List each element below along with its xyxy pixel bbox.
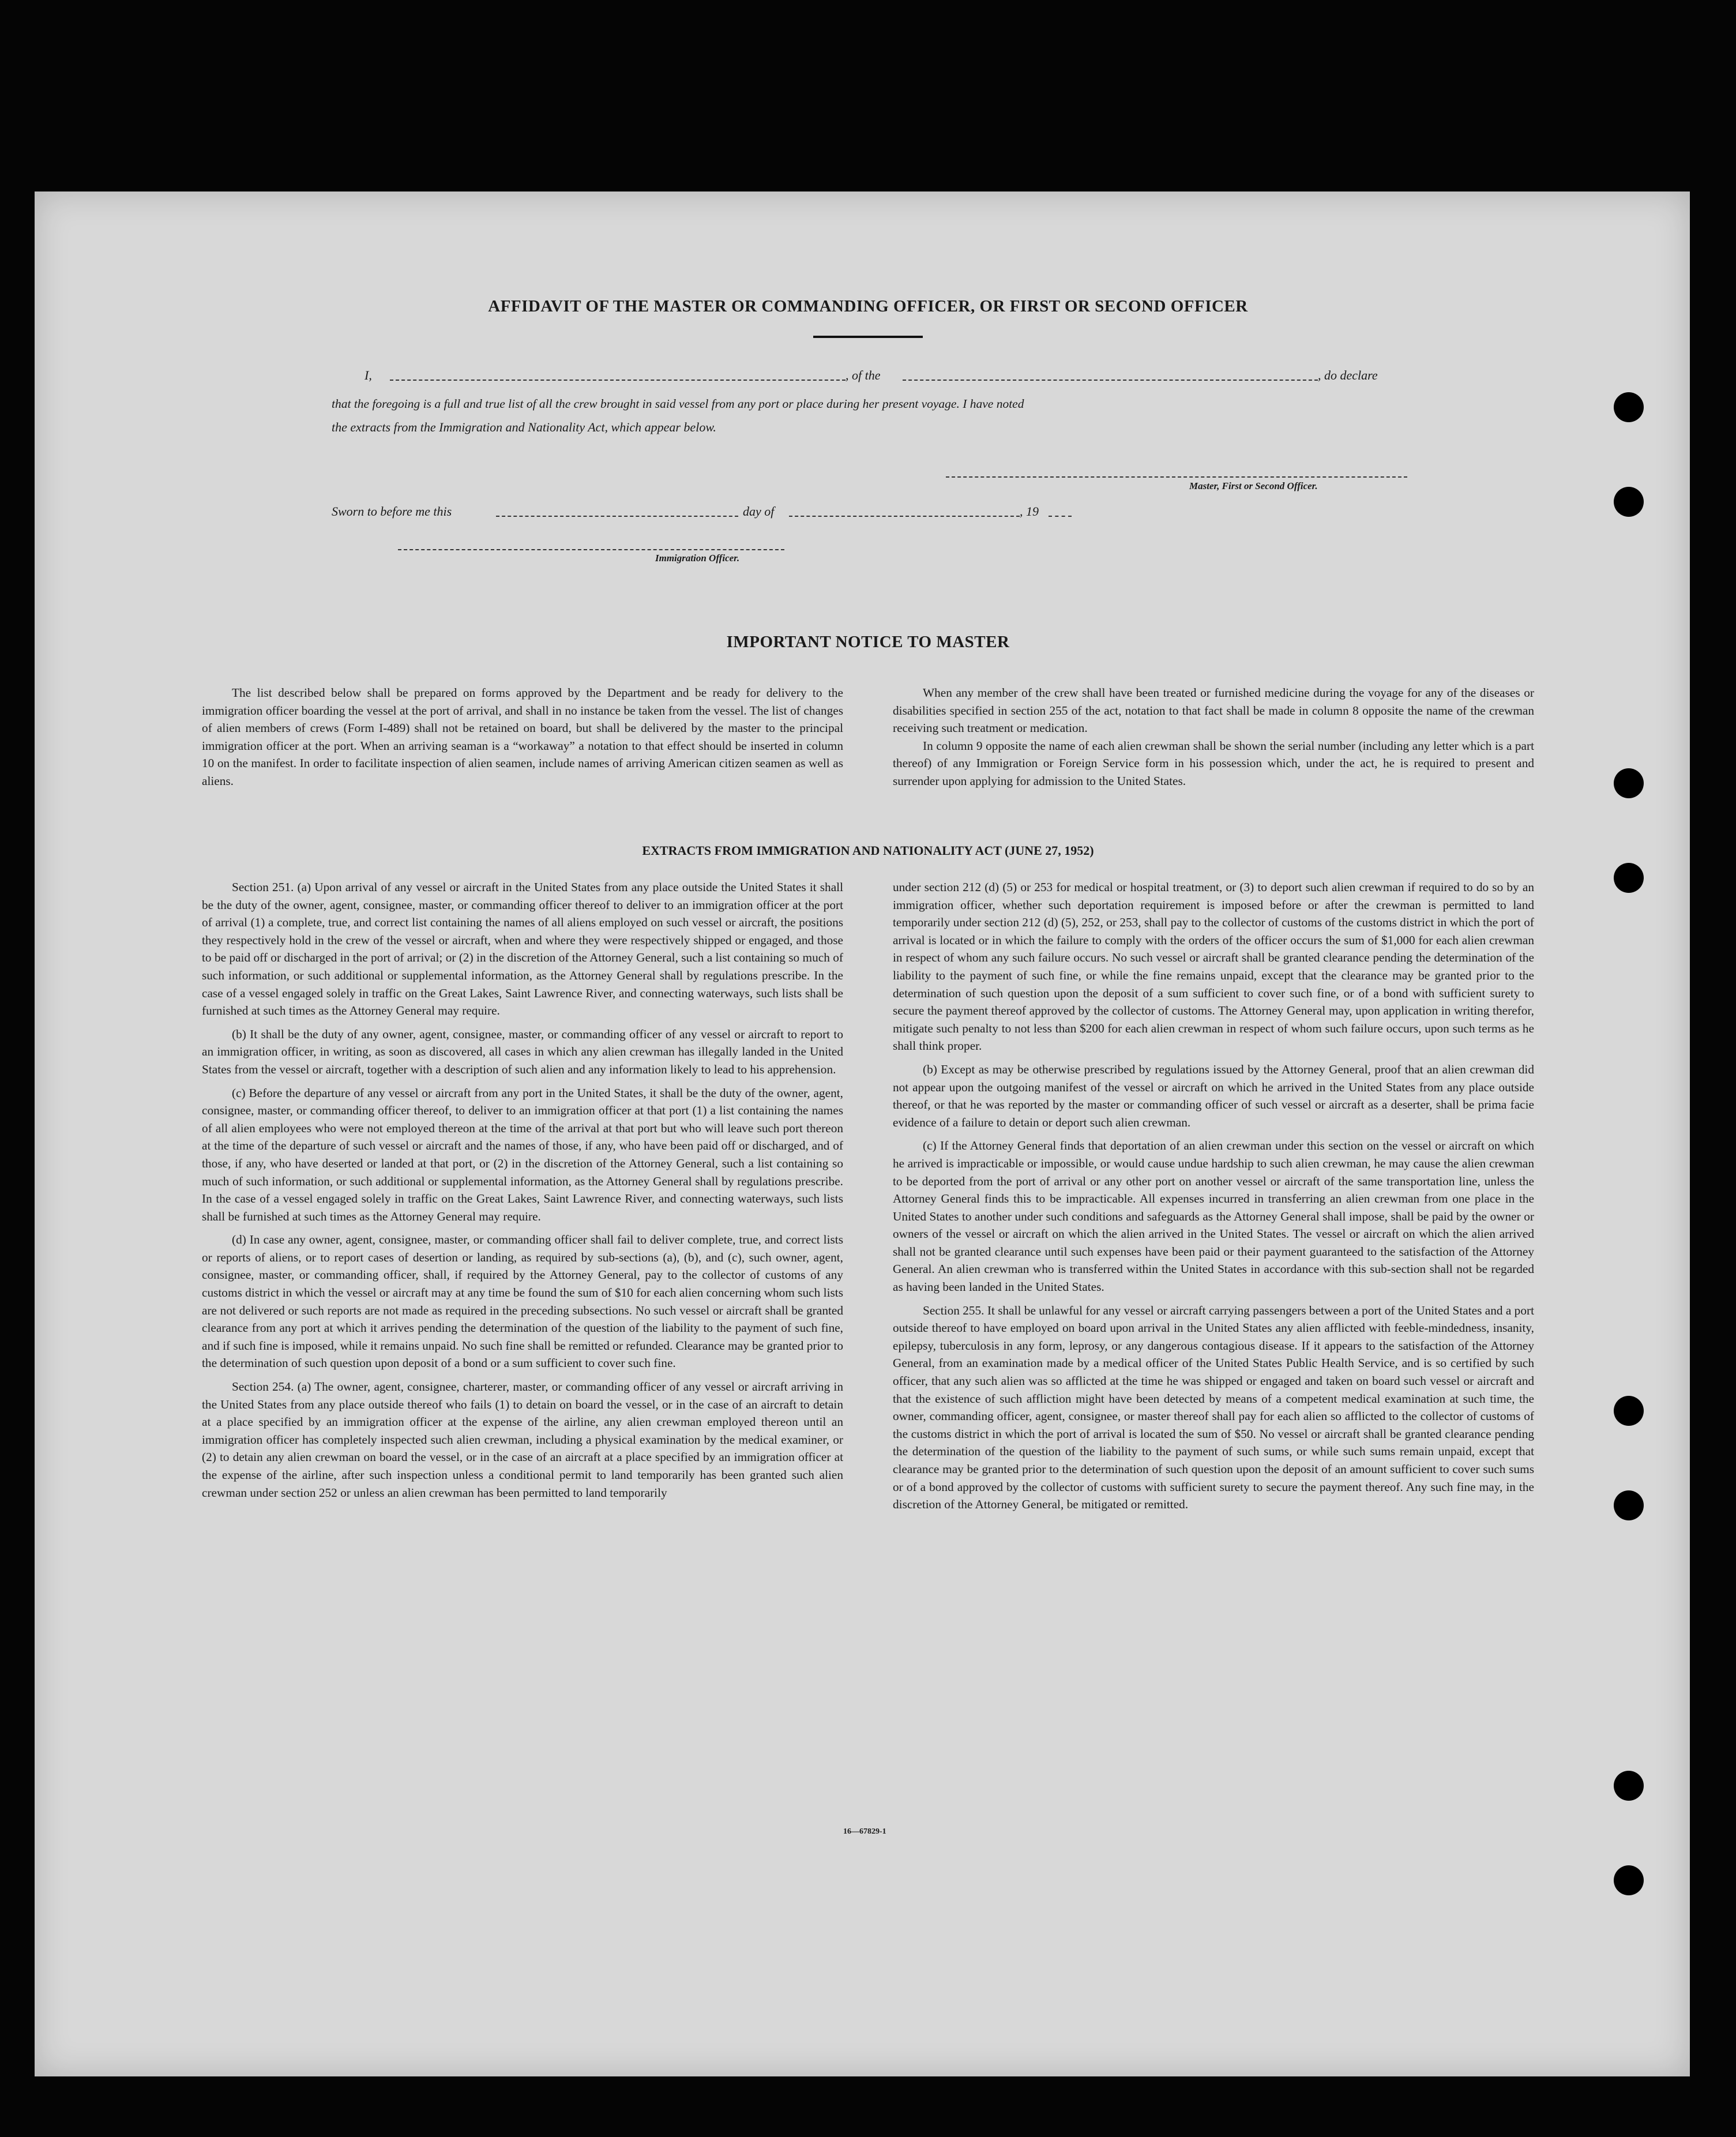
officer-signature-line[interactable] — [398, 549, 784, 550]
extract-paragraph: under section 212 (d) (5) or 253 for medical or hospital treatment, or (3) to deport such alien crewman if required to do so by an immigration officer, whether such deportation requirement is imposed before or after the crewman is permitted to land temporarily under section 212 (d) (5), 252, or 253, shall pay to the collector of customs of the customs district in which the port of arrival is located or in which the failure to comply with the orders of the officer occurs the sum of $1,000 for each alien crewman in respect of whom any such failure occurs. No such vessel or aircraft shall be granted clearance pending the determination of the liability to the payment of such fine, or while the fine remains unpaid, except that the clearance may be granted prior to the determination of such question upon the deposit of a sum sufficient to cover such fine, or of a bond with sufficient surety to secure the payment thereof approved by the collector of customs. The Attorney General may, upon application in writing therefor, mitigate such penalty to not less than $200 for each alien crewman in respect of whom such failure occurs, upon such terms as he shall think proper. — [893, 880, 1534, 1053]
name-field[interactable] — [390, 380, 846, 381]
extract-paragraph: (b) Except as may be otherwise prescribed by regulations issued by the Attorney General, proof that an alien crewman did not appear upon the outgoing manifest of the vessel or aircraft on which he arrived in the United States from any place outside thereof, or that he was reported by the master or commanding officer of such vessel or aircraft as a deserter, shall be prima facie evidence of a failure to detain or deport such alien crewman. — [893, 1062, 1534, 1129]
punch-hole — [1614, 863, 1644, 893]
of-the-label: , of the — [846, 368, 881, 382]
vessel-field[interactable] — [903, 380, 1318, 381]
form-code: 16—67829-1 — [843, 1827, 886, 1836]
punch-hole — [1614, 768, 1644, 798]
extracts-title: EXTRACTS FROM IMMIGRATION AND NATIONALITY ACT (JUNE 27, 1952) — [642, 843, 1094, 858]
title-rule — [813, 336, 923, 338]
statement-line-1: that the foregoing is a full and true list of all the crew brought in said vessel from any port or place during her present voyage. I have noted — [332, 397, 1024, 411]
punch-hole — [1614, 1490, 1644, 1520]
master-signature-label: Master, First or Second Officer. — [1189, 480, 1318, 491]
year-label: , 19 — [1020, 504, 1039, 519]
affidavit-title: AFFIDAVIT OF THE MASTER OR COMMANDING OFFICER, OR FIRST OR SECOND OFFICER — [488, 297, 1248, 316]
notice-left-column — [202, 684, 843, 796]
extracts-right-column — [893, 878, 1534, 1519]
punch-hole — [1614, 487, 1644, 517]
extract-paragraph: (c) If the Attorney General finds that deportation of an alien crewman under this section on the vessel or aircraft on which he arrived is impracticable or impossible, or would cause undue hardship to such alien crewman, he may cause the alien crewman to be deported from the port of arrival or any other port on another vessel or aircraft of the same transportation line, unless the Attorney General finds this to be impracticable. All expenses incurred in transferring an alien crewman from one place in the United States to another under such conditions and safeguards as the Attorney General shall impose, shall be paid by the owner or owners of the vessel or aircraft on which the alien arrived in the United States. The vessel or aircraft on which the alien arrived shall not be granted clearance until such expenses have been paid or their payment guaranteed to the satisfaction of the Attorney General. An alien crewman who is transferred within the United States in accordance with this sub-section shall not be regarded as having been landed in the United States. — [893, 1139, 1534, 1294]
notice-right-column — [893, 684, 1534, 796]
punch-hole — [1614, 1771, 1644, 1801]
sworn-day-field[interactable] — [496, 516, 738, 517]
i-label: I, — [365, 368, 372, 382]
sworn-year-field[interactable] — [1049, 516, 1072, 517]
day-of-label: day of — [743, 504, 775, 519]
extract-paragraph: (c) Before the departure of any vessel or aircraft from any port in the United States, it shall be the duty of the owner, agent, consignee, master, or commanding officer thereof, to deliver to an immigration officer at that port (1) a list containing the names of all alien employees who were not employed thereon at the time of the arrival at that port but who will leave such port thereon at the time of the departure of such vessel or aircraft and the names of those, if any, who have been paid off or discharged, and of those, if any, who have deserted or landed at that port, or (2) in the discretion of the Attorney General, such a list containing so much of such information, or such additional or supplemental information, as the Attorney General shall by regulations prescribe. In the case of a vessel engaged solely in traffic on the Great Lakes, Saint Lawrence River, and connecting waterways, such lists shall be furnished at such times as the Attorney General may require. — [202, 1086, 843, 1223]
extract-paragraph: Section 251. (a) Upon arrival of any vessel or aircraft in the United States from any place outside the United States it shall be the duty of the owner, agent, consignee, master, or commanding officer thereof to deliver to an immigration officer at the port of arrival (1) a complete, true, and correct list containing the names of all aliens employed on such vessel or aircraft, the positions they respectively hold in the crew of the vessel or aircraft, when and where they were respectively shipped or engaged, and those to be paid off or discharged in the port of arrival; or (2) in the discretion of the Attorney General, such a list containing so much of such information, or such additional or supplemental information, as the Attorney General shall by regulations prescribe. In the case of a vessel engaged solely in traffic on the Great Lakes, Saint Lawrence River, and connecting waterways, such lists shall be furnished at such times as the Attorney General may require. — [202, 880, 843, 1018]
officer-signature-label: Immigration Officer. — [655, 553, 740, 564]
extract-paragraph: Section 254. (a) The owner, agent, consignee, charterer, master, or commanding officer of any vessel or aircraft arriving in the United States from any place outside thereof who fails (1) to detain on board the vessel, or in the case of an aircraft to detain at a place specified by an immigration officer at the expense of the airline, any alien crewman employed thereon until an immigration officer has completely inspected such alien crewman, including a physical examination by the medical examiner, or (2) to detain any alien crewman on board the vessel, or in the case of an aircraft at a place specified by an immigration officer at the expense of the airline, after such inspection unless a conditional permit to land temporarily has been granted such alien crewman under section 252 or unless an alien crewman has been permitted to land temporarily — [202, 1380, 843, 1500]
notice-right-paragraph-2: In column 9 opposite the name of each alien crewman shall be shown the serial number (including any letter which is a part thereof) of any Immigration or Foreign Service form in his possession which, under the act, he is required to present and surrender upon applying for admission to the United States. — [893, 738, 1534, 788]
extract-paragraph: (b) It shall be the duty of any owner, agent, consignee, master, or commanding officer of any vessel or aircraft to report to an immigration officer, in writing, as soon as discovered, all cases in which any alien crewman has illegally landed in the United States from the vessel or aircraft, together with a description of such alien and any information likely to lead to his apprehension. — [202, 1027, 843, 1076]
do-declare-label: , do declare — [1318, 368, 1378, 382]
extract-paragraph: (d) In case any owner, agent, consignee, master, or commanding officer shall fail to deliver complete, true, and correct lists or reports of aliens, or to report cases of desertion or landing, as required by sub-sections (a), (b), and (c), such owner, agent, consignee, master, or commanding officer, shall, if required by the Attorney General, pay to the collector of customs of any customs district in which the vessel or aircraft may at any time be found the sum of $10 for each alien concerning whom such lists are not delivered or such reports are not made as required in the preceding subsections. No such vessel or aircraft shall be granted clearance from any port at which it arrives pending the determination of the question of the liability to the payment of such fine, and if such fine is imposed, while it remains unpaid. No such fine shall be remitted or refunded. Clearance may be granted prior to the determination of such question upon deposit of a bond or a sum sufficient to cover such fine. — [202, 1233, 843, 1370]
extract-paragraph: Section 255. It shall be unlawful for any vessel or aircraft carrying passengers between a port of the United States and a port outside thereof to have employed on board upon arrival in the United States any alien afflicted with feeble-mindedness, insanity, epilepsy, tuberculosis in any form, leprosy, or any dangerous contagious disease. If it appears to the satisfaction of the Attorney General, from an examination made by a medical officer of the United States Public Health Service, and is so certified by such officer, that any such alien was so afflicted at the time he was shipped or engaged and taken on board such vessel or aircraft and that the existence of such affliction might have been detected by means of a competent medical examination at such time, the owner, commanding officer, agent, consignee, or master thereof shall pay for each alien so afflicted to the collector of customs of the customs district in which the port of arrival is located the sum of $50. No vessel or aircraft shall be granted clearance pending the determination of the question of the liability to the payment of such sums, or while such sums remain unpaid, except that clearance may be granted prior to the determination of such question upon the deposit of an amount sufficient to cover such sums or of a bond approved by the collector of customs with sufficient surety to secure the payment thereof. Any such fine may, in the discretion of the Attorney General, be mitigated or remitted. — [893, 1303, 1534, 1512]
notice-title: IMPORTANT NOTICE TO MASTER — [726, 633, 1010, 651]
punch-hole — [1614, 1396, 1644, 1426]
sworn-month-field[interactable] — [789, 516, 1020, 517]
statement-line-2: the extracts from the Immigration and Nationality Act, which appear below. — [332, 420, 716, 434]
master-signature-line[interactable] — [946, 476, 1407, 478]
extracts-left-column — [202, 878, 843, 1507]
punch-hole — [1614, 1865, 1644, 1895]
sworn-label: Sworn to before me this — [332, 504, 452, 519]
punch-hole — [1614, 392, 1644, 422]
notice-right-paragraph-1: When any member of the crew shall have been treated or furnished medicine during the voyage for any of the diseases or disabilities specified in section 255 of the act, notation to that fact shall be made in column 8 opposite the name of the crewman receiving such treatment or medication. — [893, 686, 1534, 735]
notice-left-paragraph: The list described below shall be prepared on forms approved by the Department and be ready for delivery to the immigration officer boarding the vessel at the port of arrival, and shall in no instance be taken from the vessel. The list of changes of alien members of crews (Form I-489) shall not be retained on board, but shall be delivered by the master to the principal immigration officer at the port. When an arriving seaman is a “workaway” a notation to that effect should be inserted in column 10 on the manifest. In order to facilitate inspection of alien seamen, include names of arriving American citizen seamen as well as aliens. — [202, 686, 843, 788]
